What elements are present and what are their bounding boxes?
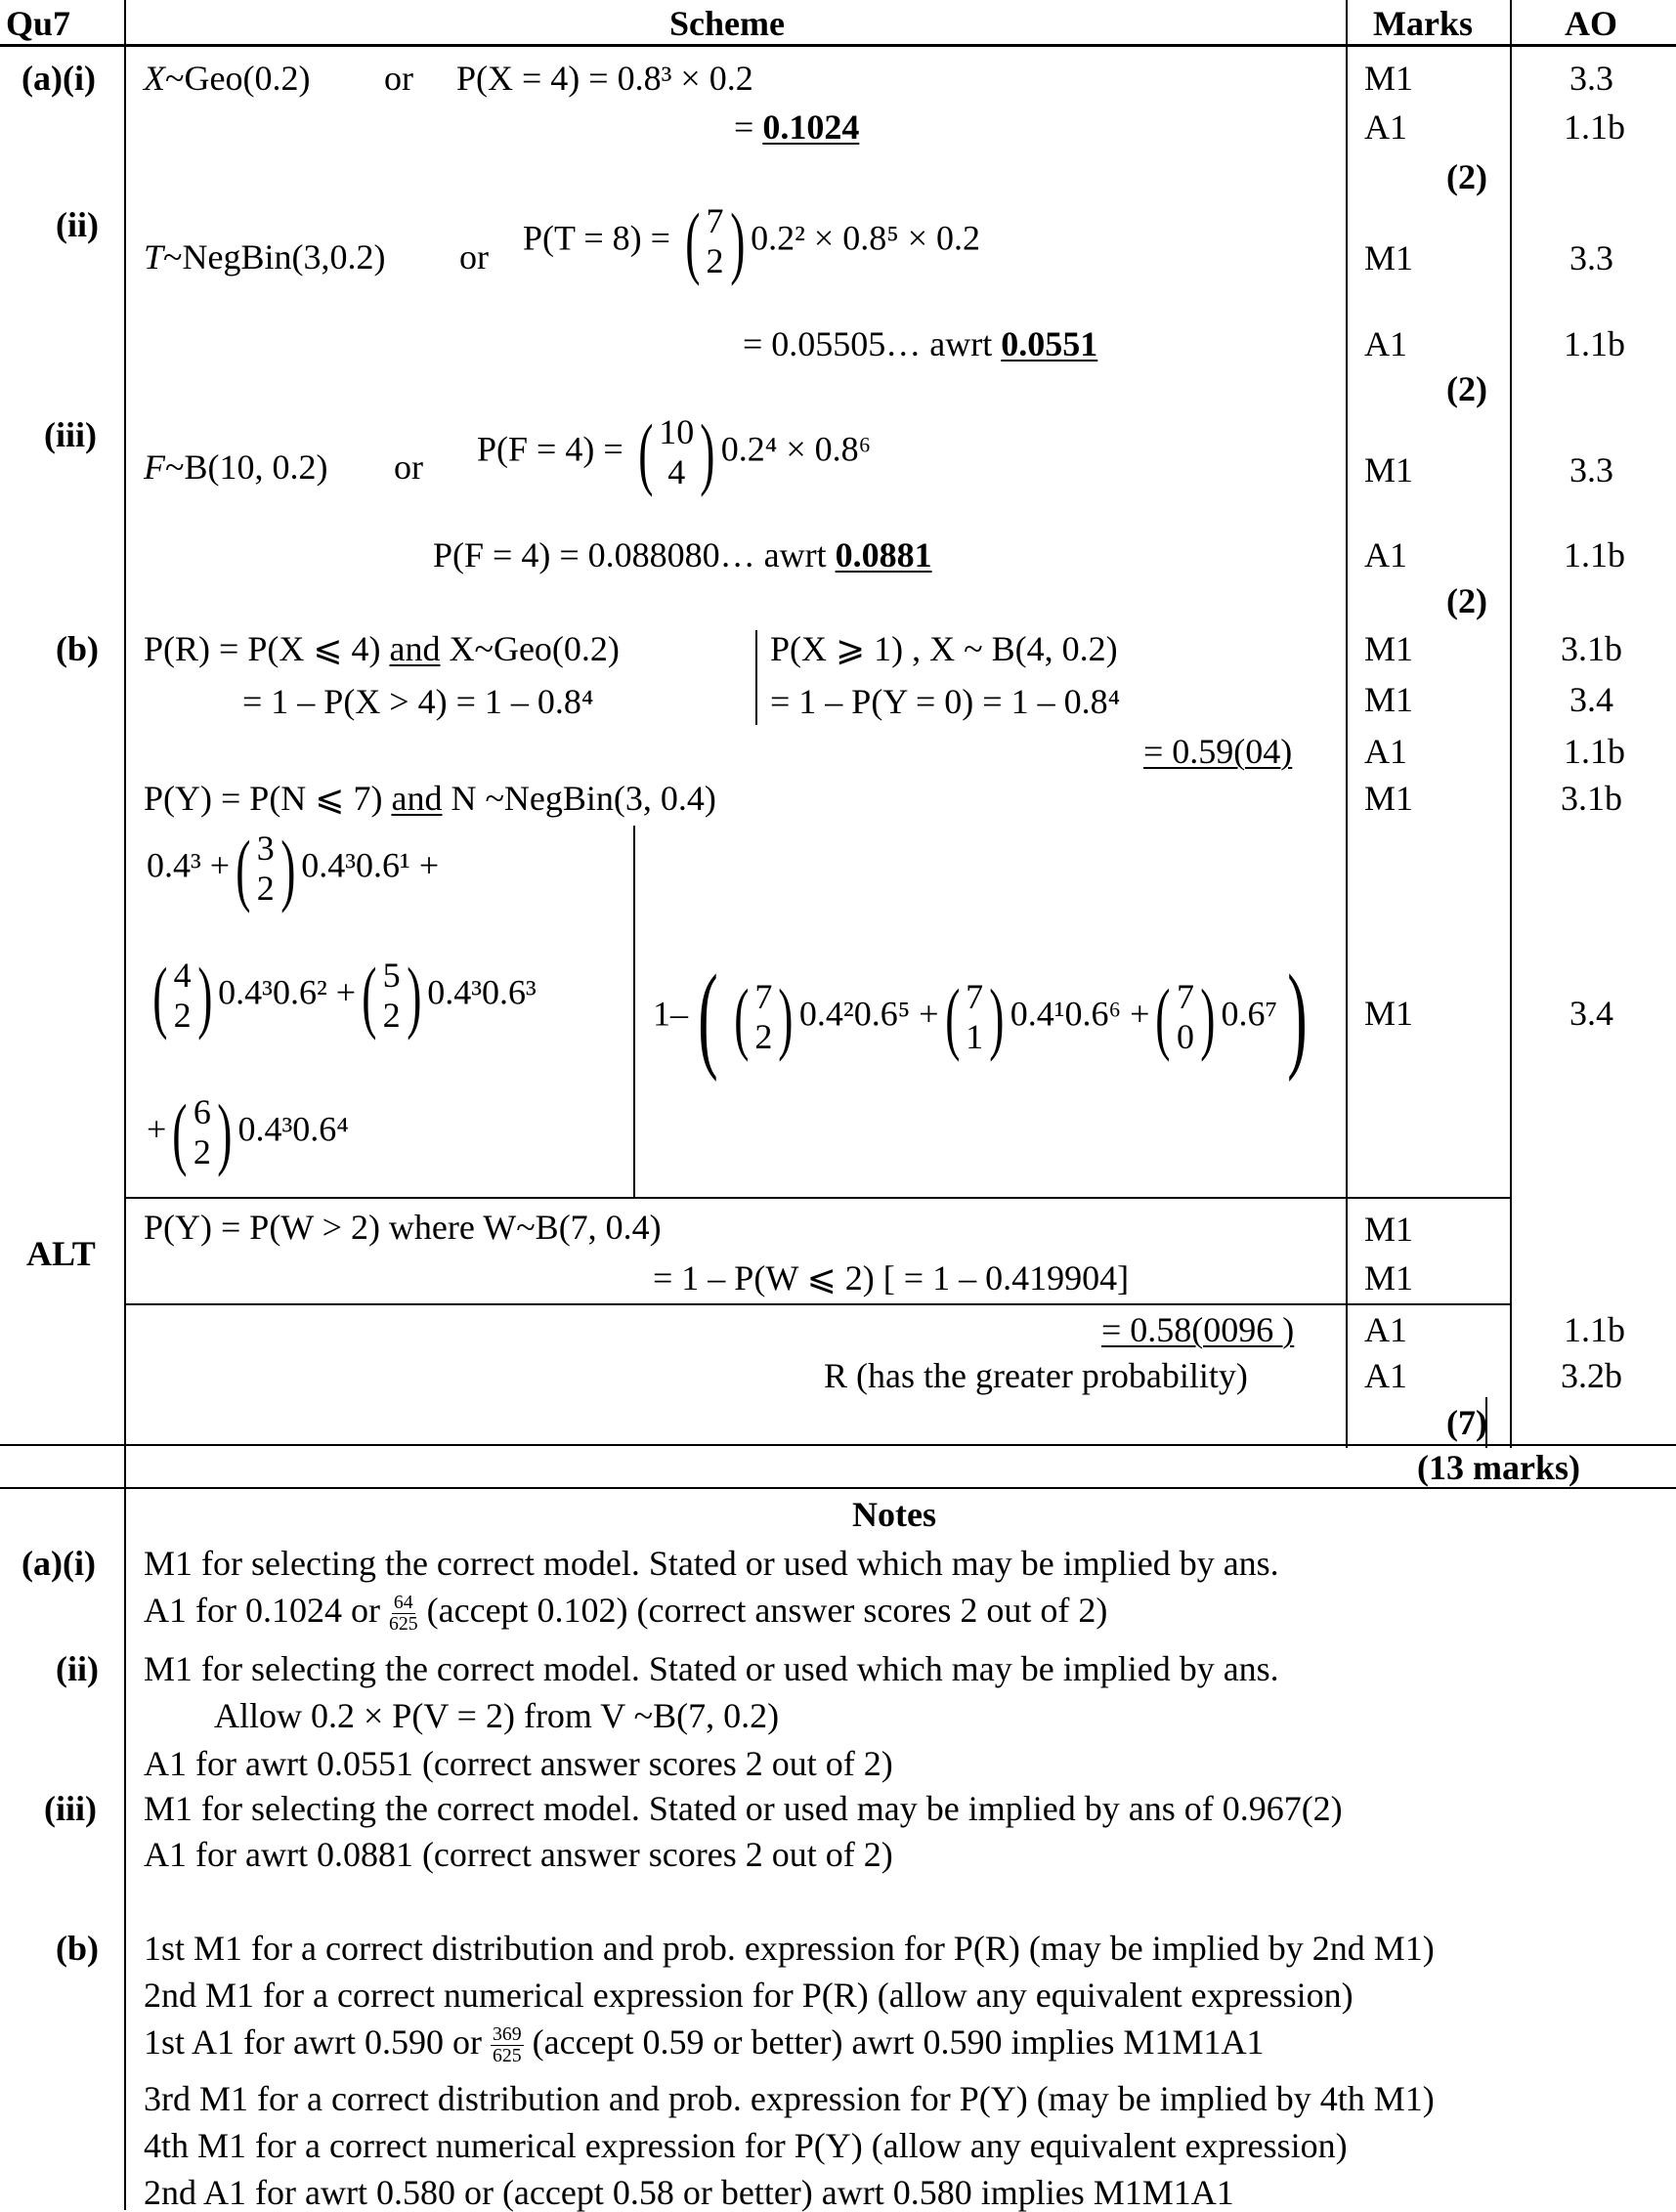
b-negbin-term-2: ( 4 2 ) 0.4³0.6² + ( 5 2 ) 0.4³0.6³ bbox=[152, 951, 537, 1041]
ai-answer: = 0.1024 bbox=[734, 107, 860, 147]
notes-label-aiii: (iii) bbox=[44, 1789, 97, 1828]
mark-aii-total: (2) bbox=[1446, 369, 1487, 408]
note-aii-2: Allow 0.2 × P(V = 2) from V ~B(7, 0.2) bbox=[214, 1696, 780, 1735]
b-answer-py: = 0.58(0096 ) bbox=[1101, 1310, 1295, 1349]
mark-b-3: A1 bbox=[1364, 732, 1407, 771]
mark-b-8: A1 bbox=[1364, 1310, 1407, 1349]
b-line2-right: = 1 – P(Y = 0) = 1 – 0.8⁴ bbox=[770, 682, 1121, 721]
mark-ai-total: (2) bbox=[1446, 157, 1487, 196]
mark-b-2: M1 bbox=[1364, 680, 1414, 719]
mark-b-7: M1 bbox=[1364, 1258, 1414, 1297]
note-aii-1: M1 for selecting the correct model. Stated or used which may be implied by ans. bbox=[144, 1649, 1279, 1688]
b-answer-pr: = 0.59(04) bbox=[1143, 732, 1293, 771]
part-label-alt: ALT bbox=[26, 1234, 96, 1273]
ao-aii-2: 1.1b bbox=[1564, 324, 1625, 363]
note-ai-1: M1 for selecting the correct model. Stated or used which may be implied by ans. bbox=[144, 1544, 1279, 1583]
b-negbin-term-1: 0.4³ + ( 3 2 ) 0.4³0.6¹ + bbox=[147, 824, 440, 914]
note-b-1: 1st M1 for a correct distribution and prob. expression for P(R) (may be implied by 2nd M1) bbox=[144, 1929, 1435, 1968]
ai-model: X~Geo(0.2) bbox=[144, 59, 311, 98]
notes-title: Notes bbox=[852, 1495, 936, 1534]
col-divider-2 bbox=[1346, 0, 1348, 1448]
ao-b-6: 1.1b bbox=[1564, 1310, 1625, 1349]
note-aiii-1: M1 for selecting the correct model. Stated or used may be implied by ans of 0.967(2) bbox=[144, 1789, 1343, 1828]
ao-b-2: 3.4 bbox=[1569, 680, 1613, 719]
aii-or: or bbox=[459, 237, 489, 276]
b-conclusion: R (has the greater probability) bbox=[824, 1356, 1248, 1395]
header-qu: Qu7 bbox=[6, 4, 71, 43]
b-inner-divider-1 bbox=[755, 630, 757, 725]
notes-col-divider bbox=[124, 1480, 126, 2210]
ao-ai-2: 1.1b bbox=[1564, 107, 1625, 147]
note-b-fraction: $\frac{369}{625}$ bbox=[492, 2023, 522, 2067]
note-ai-fraction: $\frac{64}{625}$ bbox=[388, 1592, 418, 1636]
b-line2-left: = 1 – P(X > 4) = 1 – 0.8⁴ bbox=[242, 682, 594, 721]
part-label-aii: (ii) bbox=[56, 205, 99, 244]
mark-b-5: M1 bbox=[1364, 994, 1414, 1033]
mark-aiii-total: (2) bbox=[1446, 581, 1487, 620]
mark-b-6: M1 bbox=[1364, 1210, 1414, 1249]
b-line4: P(Y) = P(N ⩽ 7) and N ~NegBin(3, 0.4) bbox=[144, 779, 716, 818]
ao-b-5: 3.4 bbox=[1569, 994, 1613, 1033]
col-divider-3 bbox=[1510, 0, 1512, 1448]
note-b-4: 3rd M1 for a correct distribution and prob. expression for P(Y) (may be implied by 4th M1) bbox=[144, 2079, 1435, 2118]
note-b-2: 2nd M1 for a correct numerical expression for P(R) (allow any equivalent expression) bbox=[144, 1976, 1354, 2015]
notes-label-aii: (ii) bbox=[56, 1649, 99, 1688]
aiii-model: F~B(10, 0.2) bbox=[144, 447, 328, 487]
aiii-binomial: ( 10 4 ) bbox=[637, 407, 715, 497]
b-line1-right: P(X ⩾ 1) , X ~ B(4, 0.2) bbox=[770, 629, 1118, 668]
scheme-bottom-rule bbox=[0, 1444, 1676, 1446]
ai-or: or bbox=[384, 59, 413, 98]
b-complement-expr: 1–( ( 7 2 ) 0.4²0.6⁵ + ( 7 1 ) 0.4¹0.6⁶ + ( 7 0 ) 0.6⁷) bbox=[653, 951, 1308, 1083]
alt-top-rule bbox=[124, 1197, 1510, 1199]
part-label-aiii: (iii) bbox=[44, 415, 97, 454]
col-divider-1 bbox=[124, 0, 126, 1480]
note-ai-2: A1 for 0.1024 or $\frac{64}{625}$ (accept 0.102) (correct answer scores 2 out of 2) bbox=[144, 1591, 1108, 1636]
header-ao: AO bbox=[1565, 4, 1617, 43]
ao-ai-1: 3.3 bbox=[1569, 59, 1613, 98]
aii-lhs: P(T = 8) = bbox=[523, 218, 670, 258]
ao-b-7: 3.2b bbox=[1561, 1356, 1622, 1395]
alt-line2: = 1 – P(W ⩽ 2) [ = 1 – 0.419904] bbox=[653, 1258, 1130, 1297]
aii-rest: 0.2² × 0.8⁵ × 0.2 bbox=[751, 218, 981, 258]
mark-b-9: A1 bbox=[1364, 1356, 1407, 1395]
notes-label-ai: (a)(i) bbox=[21, 1544, 96, 1583]
note-b-3: 1st A1 for awrt 0.590 or $\frac{369}{625}$ (accept 0.59 or better) awrt 0.590 implies M1M1A1 bbox=[144, 2022, 1265, 2067]
mark-grand-total: (13 marks) bbox=[1417, 1448, 1580, 1487]
ao-b-4: 3.1b bbox=[1561, 779, 1622, 818]
header-marks: Marks bbox=[1373, 4, 1473, 43]
alt-bottom-rule bbox=[124, 1303, 1510, 1305]
aiii-lhs: P(F = 4) = bbox=[477, 429, 623, 469]
mark-aii-1: M1 bbox=[1364, 238, 1414, 277]
ao-b-3: 1.1b bbox=[1564, 732, 1625, 771]
aii-expr bbox=[523, 196, 981, 286]
mark-b-1: M1 bbox=[1364, 629, 1414, 668]
aiii-answer-value: 0.0881 bbox=[835, 535, 932, 574]
mark-b-total: (7) bbox=[1446, 1403, 1487, 1442]
mark-aiii-2: A1 bbox=[1364, 535, 1407, 574]
header-scheme: Scheme bbox=[669, 4, 785, 43]
aii-model: T~NegBin(3,0.2) bbox=[144, 237, 386, 276]
note-b-6: 2nd A1 for awrt 0.580 or (accept 0.58 or better) awrt 0.580 implies M1M1A1 bbox=[144, 2173, 1234, 2212]
ao-aii-1: 3.3 bbox=[1569, 238, 1613, 277]
aii-answer-value: 0.0551 bbox=[1001, 324, 1098, 363]
part-label-b: (b) bbox=[56, 629, 99, 668]
mark-aiii-1: M1 bbox=[1364, 450, 1414, 489]
note-aiii-2: A1 for awrt 0.0881 (correct answer scores 2 out of 2) bbox=[144, 1835, 893, 1874]
alt-line1: P(Y) = P(W > 2) where W~B(7, 0.4) bbox=[144, 1208, 662, 1247]
ai-expr: P(X = 4) = 0.8³ × 0.2 bbox=[456, 59, 753, 98]
ai-answer-value: 0.1024 bbox=[762, 107, 860, 147]
b-inner-divider-2 bbox=[633, 826, 635, 1197]
aiii-expr bbox=[477, 407, 872, 497]
ao-aiii-1: 3.3 bbox=[1569, 450, 1613, 489]
aiii-rest: 0.2⁴ × 0.8⁶ bbox=[720, 429, 872, 469]
mark-aii-2: A1 bbox=[1364, 324, 1407, 363]
header-bottom-rule bbox=[0, 44, 1676, 47]
part-label-ai: (a)(i) bbox=[21, 59, 96, 98]
notes-label-b: (b) bbox=[56, 1929, 99, 1968]
aii-binomial: ( 7 2 ) bbox=[685, 196, 745, 286]
aiii-answer: P(F = 4) = 0.088080… awrt 0.0881 bbox=[433, 535, 932, 574]
mark-ai-1: M1 bbox=[1364, 59, 1414, 98]
note-aii-3: A1 for awrt 0.0551 (correct answer scores 2 out of 2) bbox=[144, 1744, 893, 1783]
aii-answer: = 0.05505… awrt 0.0551 bbox=[743, 324, 1098, 363]
note-b-5: 4th M1 for a correct numerical expression for P(Y) (allow any equivalent expression) bbox=[144, 2126, 1348, 2165]
b-line1-left: P(R) = P(X ⩽ 4) and X~Geo(0.2) bbox=[144, 629, 620, 668]
ao-aiii-2: 1.1b bbox=[1564, 535, 1625, 574]
mark-b-4: M1 bbox=[1364, 779, 1414, 818]
notes-top-rule bbox=[0, 1487, 1676, 1489]
aiii-or: or bbox=[394, 447, 423, 487]
ao-b-1: 3.1b bbox=[1561, 629, 1622, 668]
b-negbin-term-3: + ( 6 2 ) 0.4³0.6⁴ bbox=[147, 1087, 349, 1177]
mark-ai-2: A1 bbox=[1364, 107, 1407, 147]
